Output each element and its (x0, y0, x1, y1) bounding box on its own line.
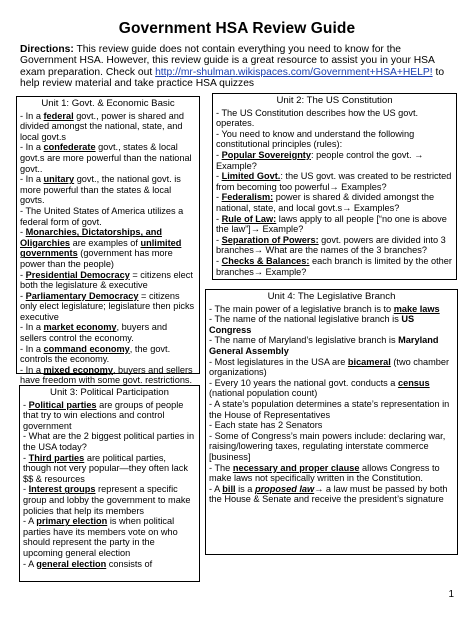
list-item (20, 344, 196, 365)
item-text: = citizens only elect legislature; legislature then picks executive (20, 290, 195, 322)
unit1-box (16, 96, 200, 386)
item-text: : the US govt. was created to be restricted from becoming too powerful→ Examples? (216, 171, 452, 192)
item-text: = citizens elect both the legislature & executive (20, 269, 193, 291)
key-term: Third parties (28, 452, 85, 463)
item-text: - (20, 227, 26, 238)
item-text: laws apply to all people [“no one is above the law”]→ Example? (216, 213, 447, 235)
list-item (20, 365, 196, 386)
unit2-heading: Unit 2: The US Constitution (276, 95, 393, 106)
list-item (20, 227, 196, 269)
list-item (20, 322, 196, 343)
key-term: federal (43, 110, 74, 121)
unit2-items (216, 108, 453, 278)
item-text: , buyers and sellers control the economy. (20, 322, 168, 344)
list-item (23, 400, 196, 432)
directions-label: Directions: (20, 44, 74, 55)
key-term: Rule of Law: (221, 213, 277, 224)
key-term: US Congress (209, 314, 415, 335)
item-text: are political parties, though not very popular—they often lack $$ & resources (23, 452, 188, 484)
list-item (23, 431, 196, 452)
item-text: (national population count) (209, 388, 318, 399)
list-item (209, 484, 454, 505)
directions-text: This review guide does not contain everything you need to know for the Government HSA. However, this review guide is a great resource to assist you in your HSA exam preparation. Check out (20, 44, 435, 78)
key-term: Political parties (28, 399, 97, 410)
list-item (20, 142, 196, 174)
item-text: allows Congress to make laws not specifically written in the Constitution. (209, 462, 440, 484)
key-term: bill (222, 483, 236, 494)
item-text: (government has more power than the people) (20, 248, 173, 269)
item-text: - (216, 255, 222, 266)
key-term: Limited Govt. (221, 171, 281, 182)
item-text: - A (23, 516, 37, 527)
item-text: - (20, 269, 26, 280)
key-term: unitary (43, 174, 75, 185)
list-item (209, 378, 454, 399)
item-text: - The US Constitution describes how the US govt. operates. (216, 107, 419, 129)
key-term: mixed economy (43, 364, 113, 375)
item-text: - Some of Congress’s main powers include: declaring war, raising/lowering taxes, regulating interstate commerce [business] (209, 430, 446, 462)
item-text: - The name of the national legislative branch is (209, 314, 402, 325)
list-item (209, 335, 454, 356)
item-text: govt., states & local govt.s are more powerful than the national govt.. (20, 142, 192, 174)
unit4-box (205, 289, 458, 555)
list-item (20, 291, 196, 323)
key-term: Presidential Democracy (25, 269, 130, 280)
list-item (20, 206, 196, 227)
item-text: : people control the govt. → Example? (216, 149, 424, 171)
item-text: is a (235, 483, 255, 494)
key-term: Popular Sovereignty (221, 149, 311, 160)
item-text: is when political parties have its members vote on who should represent the party in the upcoming general election (23, 516, 178, 558)
item-text: - (216, 171, 222, 182)
unit3-heading: Unit 3: Political Participation (50, 387, 169, 398)
list-item (216, 108, 453, 129)
item-text: - In a (20, 343, 44, 354)
list-item (20, 270, 196, 291)
list-item (23, 559, 196, 570)
unit3-box (19, 385, 200, 582)
key-term: census (397, 377, 430, 388)
key-term: Separation of Powers: (221, 234, 319, 245)
directions-text-end: to help review material and take practice HSA quizzes (20, 66, 445, 90)
unit4-heading: Unit 4: The Legislative Branch (267, 291, 396, 302)
item-text: - A (23, 558, 37, 569)
unit1-heading: Unit 1: Govt. & Economic Basic (41, 98, 175, 109)
item-text: represent a specific group and lobby the government to make policies that help its members (23, 484, 191, 516)
item-text: - The United States of America utilizes a federal form of govt. (20, 205, 184, 227)
item-text: - In a (20, 364, 44, 375)
item-text: - The name of Maryland’s legislative branch is (209, 335, 399, 346)
key-term: market economy (43, 322, 117, 333)
list-item (216, 150, 453, 171)
list-item (209, 304, 454, 315)
unit3-items (23, 400, 196, 570)
item-text: consists of (106, 558, 153, 569)
list-item (209, 314, 454, 335)
item-text: each branch is limited by the other branches→ Example? (216, 255, 452, 277)
item-text: - In a (20, 110, 44, 121)
item-text: govt., the national govt. is more powerful than the states & local govts. (20, 174, 181, 206)
list-item (20, 111, 196, 143)
unit4-items (209, 304, 454, 505)
key-term: proposed law (254, 483, 315, 494)
item-text: → a law must be passed by both the House & Senate and receive the president’s signature (209, 483, 448, 505)
item-text: - (23, 484, 29, 495)
item-text: - (216, 192, 222, 203)
item-text: are groups of people that try to win elections and control government (23, 399, 184, 431)
item-text: - In a (20, 174, 44, 185)
unit1-items (20, 111, 196, 386)
item-text: - In a (20, 322, 44, 333)
key-term: general election (36, 558, 107, 569)
item-text: (two chamber organizations) (209, 356, 450, 378)
item-text: govt., power is shared and divided amongst the national, state, and local govt.s (20, 110, 184, 142)
list-item (209, 463, 454, 484)
key-term: primary election (36, 516, 108, 527)
key-term: Monarchies, Dictatorships, and Oligarchies (20, 227, 162, 248)
key-term: Interest groups (28, 484, 96, 495)
item-text: - You need to know and understand the following constitutional principles (rules): (216, 128, 415, 150)
key-term: Parliamentary Democracy (25, 290, 139, 301)
item-text: , buyers and sellers have freedom with some govt. restrictions. (20, 364, 193, 386)
list-item (216, 256, 453, 277)
list-item (209, 357, 454, 378)
list-item (216, 192, 453, 213)
page-title: Government HSA Review Guide (118, 20, 356, 37)
item-text: - In a (20, 142, 44, 153)
item-text: - A (209, 483, 223, 494)
item-text: - A state’s population determines a state’s representation in the House of Representatives (209, 398, 450, 420)
item-text: are examples of (70, 237, 141, 248)
list-item (209, 399, 454, 420)
key-term: confederate (43, 142, 96, 153)
list-item (216, 235, 453, 256)
key-term: make laws (393, 303, 440, 314)
list-item (23, 484, 196, 516)
item-text: power is shared & divided amongst the national, state, and local govt.s→ Examples? (216, 192, 435, 213)
key-term: Maryland General Assembly (209, 335, 439, 356)
key-term: command economy (43, 343, 130, 354)
list-item (216, 129, 453, 150)
item-text: - The main power of a legislative branch is to (209, 303, 394, 314)
item-text: - (23, 399, 29, 410)
item-text: - Most legislatures in the USA are (209, 356, 348, 367)
list-item (209, 431, 454, 463)
directions-paragraph (20, 44, 458, 90)
item-text: - Each state has 2 Senators (209, 420, 323, 431)
item-text: - The (209, 462, 233, 473)
list-item (20, 174, 196, 206)
item-text: - (20, 290, 26, 301)
list-item (23, 516, 196, 558)
item-text: - (216, 234, 222, 245)
key-term: necessary and proper clause (232, 462, 360, 473)
key-term: Federalism: (221, 192, 274, 203)
key-term: Checks & Balances: (221, 255, 310, 266)
wiki-link[interactable]: http://mr-shulman.wikispaces.com/Government+HSA+HELP! (155, 66, 433, 78)
item-text: - What are the 2 biggest political parties in the USA today? (23, 431, 195, 452)
list-item (23, 453, 196, 485)
item-text: - (216, 213, 222, 224)
list-item (216, 171, 453, 192)
item-text: - Every 10 years the national govt. conducts a (209, 377, 398, 388)
key-term: bicameral (347, 356, 391, 367)
page-number: 1 (448, 589, 454, 600)
key-term: unlimited governments (20, 237, 182, 259)
list-item (209, 420, 454, 431)
item-text: - (216, 149, 222, 160)
list-item (216, 214, 453, 235)
item-text: , the govt. controls the economy. (20, 343, 171, 365)
item-text: - (23, 452, 29, 463)
unit2-box (212, 93, 457, 280)
item-text: govt. powers are divided into 3 branches→ What are the names of the 3 branches? (216, 234, 446, 256)
